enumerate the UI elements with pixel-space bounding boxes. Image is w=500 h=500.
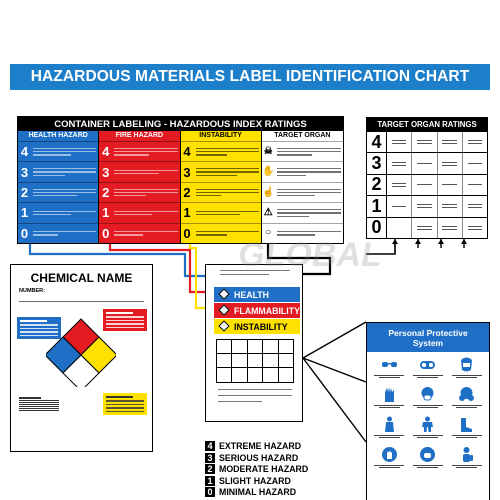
rating-description	[196, 146, 259, 158]
rating-description	[277, 227, 341, 239]
fire-hazard-note	[103, 309, 147, 331]
title-bar	[10, 64, 490, 90]
diamond-icon	[218, 304, 229, 315]
legend-number: 0	[205, 487, 215, 497]
legend-label: MINIMAL HAZARD	[219, 487, 297, 498]
chemical-name-title: CHEMICAL NAME	[30, 271, 133, 285]
rating-number: 0	[367, 218, 387, 238]
rating-number: 1	[367, 196, 387, 216]
face-shield-icon	[458, 356, 475, 373]
organ-icon: ☠	[263, 145, 273, 157]
organ-icon: ○	[265, 227, 272, 239]
rating-description	[114, 187, 177, 199]
full-suit-icon	[419, 416, 436, 433]
gloves-icon	[381, 386, 398, 403]
rating-number: 4	[102, 144, 110, 160]
rating-description	[33, 207, 96, 219]
rating-description	[196, 207, 259, 219]
column-header: INSTABILITY	[199, 132, 242, 139]
container-labeling-table	[17, 116, 344, 244]
diamond-icon	[218, 288, 229, 299]
air-supply-icon	[458, 446, 475, 463]
health-hazard-note	[17, 317, 61, 339]
legend-label: EXTREME HAZARD	[219, 441, 302, 452]
flammability-label: FLAMMABILITY	[234, 305, 300, 316]
legend-row	[205, 476, 315, 487]
instability-band	[214, 319, 300, 334]
rating-number: 2	[20, 185, 29, 201]
rating-number: 3	[367, 153, 387, 173]
hazard-legend	[205, 441, 315, 499]
rating-description	[277, 146, 341, 158]
rating-number: 3	[102, 164, 110, 180]
legend-label: SERIOUS HAZARD	[219, 452, 299, 463]
safety-glasses-icon	[381, 356, 398, 373]
rating-number: 2	[367, 175, 387, 195]
ppe-heading-line1: Personal Protective	[388, 327, 468, 338]
flammability-band	[214, 303, 300, 318]
organ-icon: ✋	[262, 166, 275, 178]
legend-row	[205, 464, 315, 475]
dust-mask-icon	[419, 386, 436, 403]
instability-column	[181, 131, 262, 243]
organ-icon: ⚠	[263, 206, 273, 218]
legend-row	[205, 453, 315, 464]
watermark-text: GLOBAL	[238, 236, 382, 274]
respirator-mask-icon	[419, 446, 436, 463]
number-label: NUMBER:	[19, 288, 45, 294]
target-organ-ratings	[366, 117, 488, 239]
organ-icon: ☝	[262, 186, 275, 198]
legend-number: 4	[205, 441, 215, 451]
rating-description	[33, 227, 96, 239]
rating-description	[114, 207, 177, 219]
legend-row	[205, 441, 315, 452]
ppe-grid-box	[216, 339, 294, 383]
legend-row	[205, 487, 315, 498]
legend-label: MODERATE HAZARD	[219, 464, 309, 475]
rating-number: 2	[183, 185, 191, 201]
rating-description	[33, 146, 96, 158]
hazmat-chart	[0, 58, 500, 498]
diamond-icon	[218, 320, 229, 331]
rating-number: 3	[183, 164, 191, 180]
rating-description	[196, 166, 259, 178]
specific-hazard-list	[19, 397, 59, 411]
rating-number: 1	[183, 205, 191, 221]
rating-description	[196, 187, 259, 199]
health-label: HEALTH	[234, 289, 270, 300]
health-band	[214, 287, 300, 302]
rating-number: 0	[183, 225, 191, 241]
rating-number: 2	[102, 185, 110, 201]
rating-number: 0	[102, 225, 110, 241]
chemical-name-card	[10, 264, 153, 452]
goggles-icon	[419, 356, 436, 373]
target-organ-ratings-heading: TARGET ORGAN RATINGS	[367, 118, 487, 131]
rating-description	[196, 227, 259, 239]
legend-number: 2	[205, 464, 215, 474]
health-hazard-column	[18, 131, 99, 243]
chart-title: HAZARDOUS MATERIALS LABEL IDENTIFICATION CHART	[30, 68, 470, 85]
rating-description	[277, 187, 341, 199]
rating-number: 4	[20, 144, 29, 160]
rating-description	[33, 166, 96, 178]
rating-description	[114, 146, 177, 158]
legend-number: 1	[205, 476, 215, 486]
rating-number: 4	[183, 144, 191, 160]
column-header: HEALTH HAZARD	[28, 132, 88, 139]
legend-number: 3	[205, 453, 215, 463]
ppe-heading	[367, 323, 489, 352]
instability-note	[103, 393, 147, 415]
rating-number: 1	[102, 205, 110, 221]
rating-number: 1	[20, 205, 29, 221]
ppe-heading-line2: System	[412, 337, 444, 348]
boots-icon	[458, 416, 475, 433]
respirator-icon	[458, 386, 475, 403]
instability-label: INSTABILITY	[234, 321, 288, 332]
personal-protective-system	[366, 322, 490, 500]
container-labeling-heading: CONTAINER LABELING - HAZARDOUS INDEX RATINGS	[18, 117, 343, 131]
apron-icon	[381, 416, 398, 433]
column-header: FIRE HAZARD	[115, 132, 164, 139]
fire-hazard-column	[99, 131, 180, 243]
rating-number: 3	[20, 164, 29, 180]
rating-number: 0	[20, 225, 29, 241]
legend-label: SLIGHT HAZARD	[219, 475, 291, 486]
rating-description	[114, 166, 177, 178]
column-header: TARGET ORGAN	[274, 132, 331, 139]
container-label-sample	[205, 264, 303, 422]
rating-description	[277, 207, 341, 219]
rating-description	[114, 227, 177, 239]
rating-description	[33, 187, 96, 199]
target-organ-column	[262, 131, 343, 243]
rating-description	[277, 166, 341, 178]
hand-protection-icon	[381, 446, 398, 463]
rating-number: 4	[367, 132, 387, 152]
